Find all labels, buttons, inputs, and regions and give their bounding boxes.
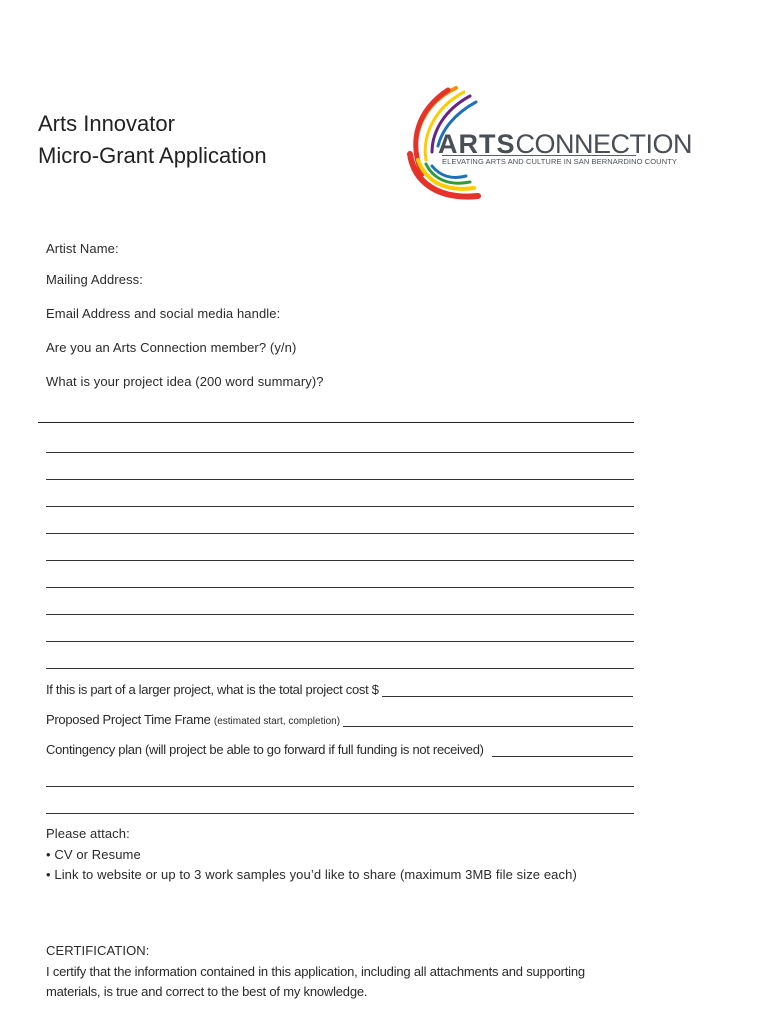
project-idea-line[interactable]: [38, 422, 634, 423]
page-title-line2: Micro-Grant Application: [38, 143, 267, 168]
artist-name-label: Artist Name:: [46, 241, 119, 256]
project-idea-line[interactable]: [46, 452, 634, 453]
logo-wordmark-light: CONNECTION: [515, 129, 692, 159]
contingency-line[interactable]: [46, 813, 634, 814]
project-idea-label: What is your project idea (200 word summary)?: [46, 374, 324, 389]
contingency-label: Contingency plan (will project be able to go forward if full funding is not received): [46, 742, 484, 757]
logo-wordmark-bold: ARTS: [438, 129, 516, 159]
certification-text-line1: I certify that the information contained in this application, including all attachments and supporting: [46, 964, 585, 979]
member-question-label: Are you an Arts Connection member? (y/n): [46, 340, 297, 355]
project-idea-line[interactable]: [46, 641, 634, 642]
attach-heading: Please attach:: [46, 826, 130, 841]
total-cost-label: If this is part of a larger project, what is the total project cost $: [46, 682, 379, 697]
certification-text-line2: materials, is true and correct to the best of my knowledge.: [46, 984, 368, 999]
time-frame-label: Proposed Project Time Frame: [46, 712, 211, 727]
total-cost-row: [46, 682, 633, 697]
project-idea-line[interactable]: [46, 533, 634, 534]
mailing-address-label: Mailing Address:: [46, 272, 143, 287]
project-idea-line[interactable]: [46, 506, 634, 507]
page-title-line1: Arts Innovator: [38, 111, 175, 136]
time-frame-note: (estimated start, completion): [213, 716, 341, 727]
project-idea-line[interactable]: [46, 668, 634, 669]
contingency-row: [46, 742, 633, 757]
time-frame-row: [46, 712, 633, 727]
project-idea-line[interactable]: [46, 587, 634, 588]
attach-item-samples: • Link to website or up to 3 work samples you’d like to share (maximum 3MB file size each): [46, 867, 577, 882]
project-idea-line[interactable]: [46, 614, 634, 615]
project-idea-line[interactable]: [46, 479, 634, 480]
project-idea-line[interactable]: [46, 560, 634, 561]
total-cost-field[interactable]: [382, 684, 633, 697]
contingency-field[interactable]: [492, 744, 633, 757]
time-frame-field[interactable]: [343, 714, 633, 727]
logo-tagline: ELEVATING ARTS AND CULTURE IN SAN BERNARDINO COUNTY: [442, 157, 677, 166]
contingency-line[interactable]: [46, 786, 634, 787]
certification-heading: CERTIFICATION:: [46, 943, 150, 958]
email-social-label: Email Address and social media handle:: [46, 306, 281, 321]
attach-item-cv: • CV or Resume: [46, 847, 141, 862]
